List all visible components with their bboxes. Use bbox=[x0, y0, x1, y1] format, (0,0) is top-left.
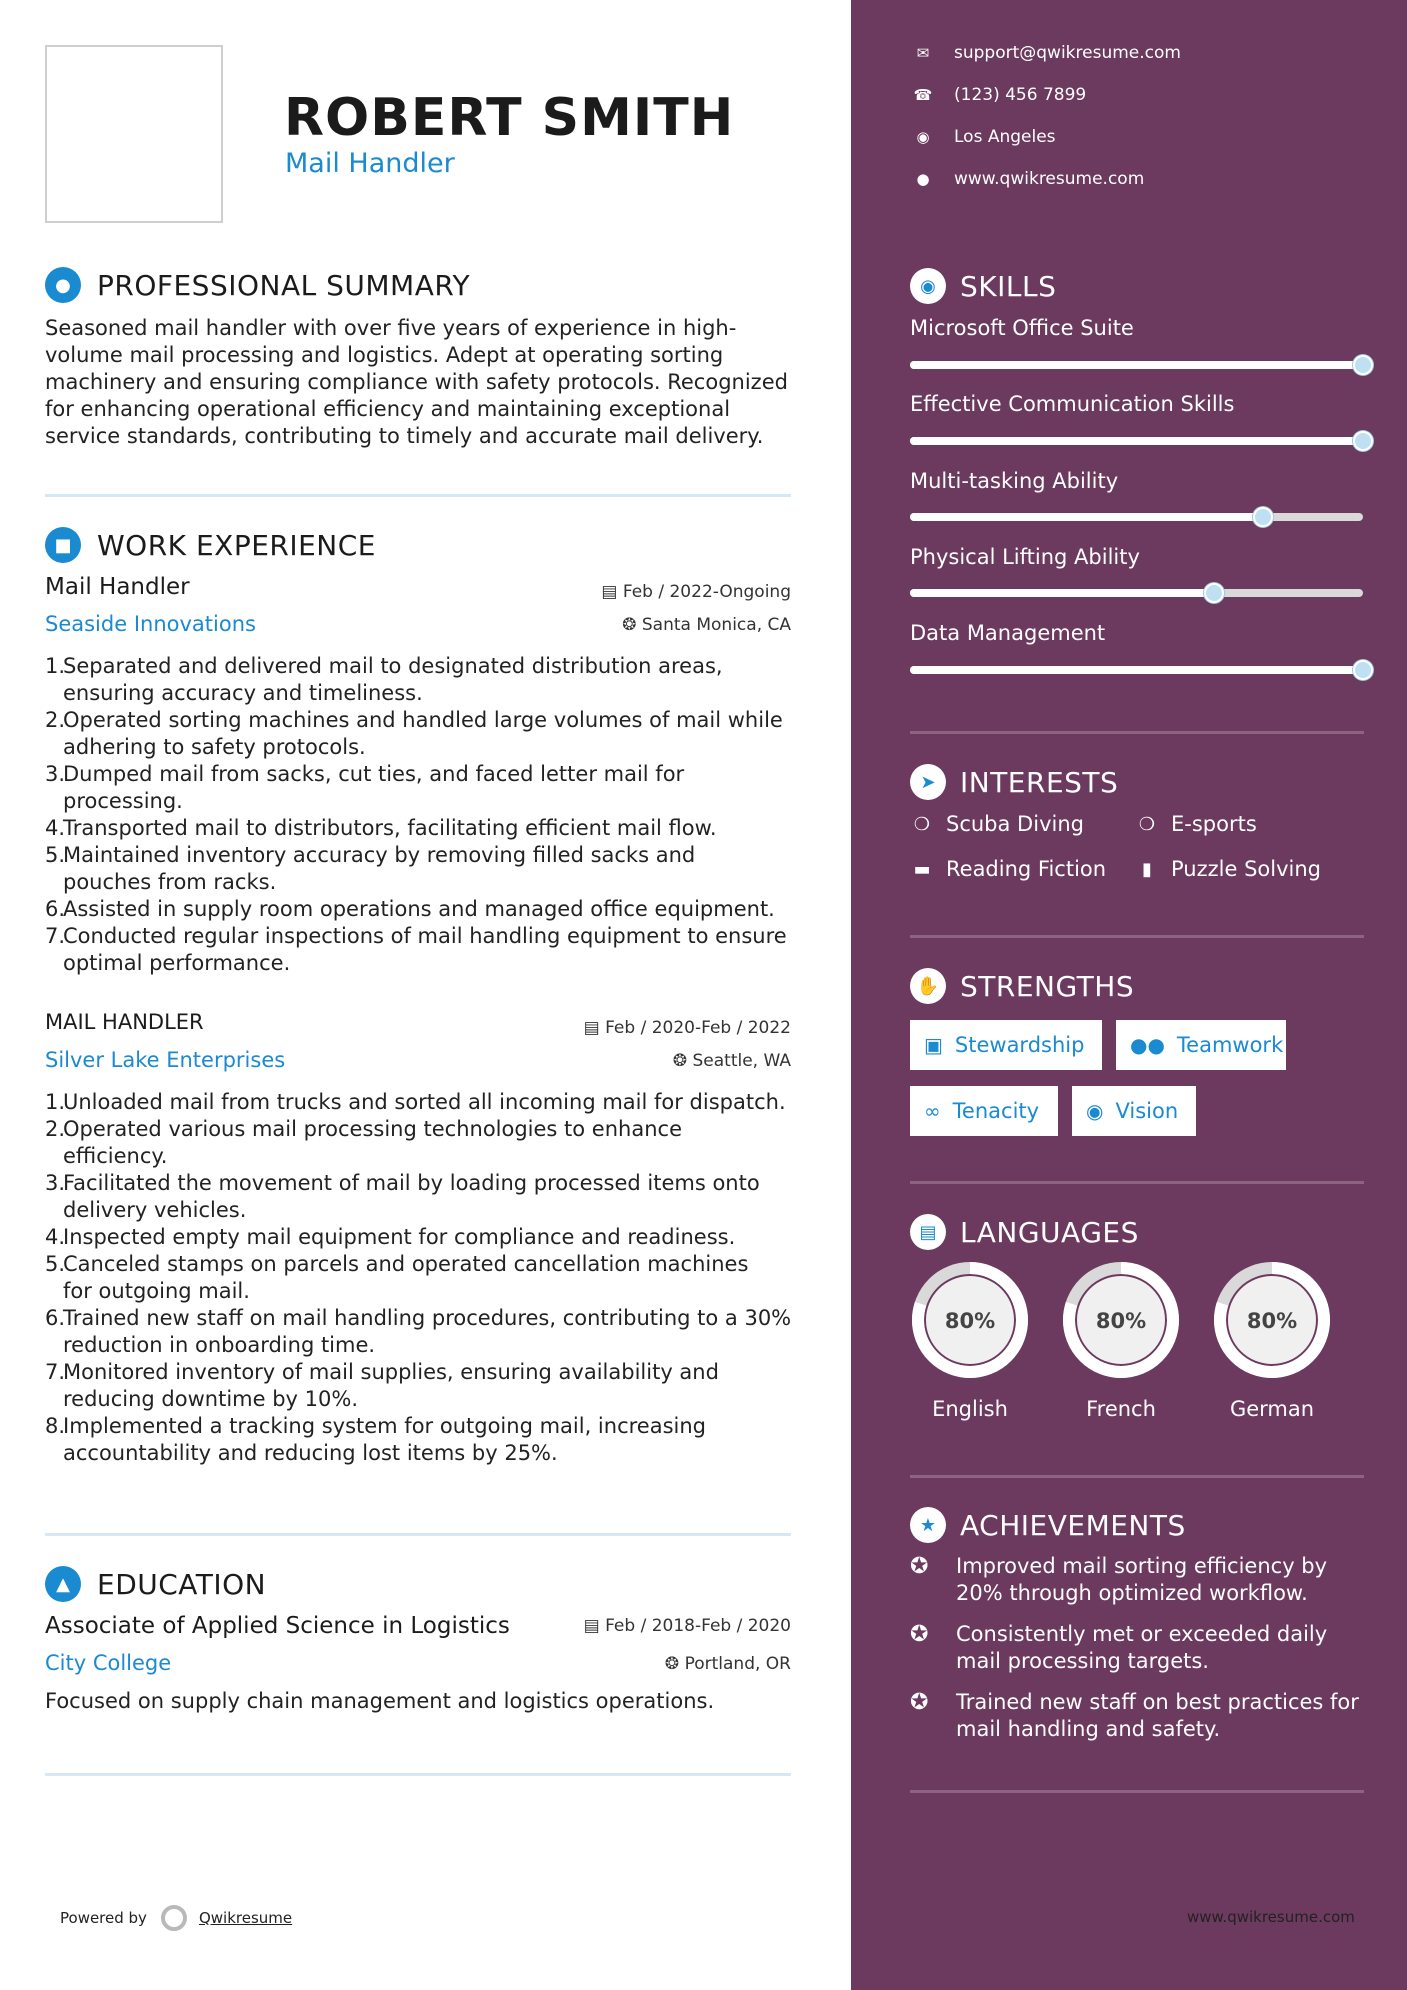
link-icon: ∞ bbox=[924, 1099, 941, 1123]
star-icon: ✪ bbox=[910, 1690, 929, 1715]
education-title: EDUCATION bbox=[97, 1567, 267, 1601]
achievement-text bbox=[956, 1553, 1327, 1607]
summary-heading bbox=[45, 267, 470, 303]
job-date-text: Feb / 2022-Ongoing bbox=[622, 582, 791, 602]
item-line: optimal performance. bbox=[63, 951, 291, 975]
item-number: 4. bbox=[45, 1225, 66, 1249]
strengths-heading bbox=[910, 968, 1134, 1004]
brand-link[interactable]: Qwikresume bbox=[198, 1909, 293, 1927]
language-icon: ▤ bbox=[910, 1214, 946, 1250]
skills-heading bbox=[910, 268, 1056, 304]
item-line: Separated and delivered mail to designated distribution areas, bbox=[63, 654, 723, 678]
item-line: Monitored inventory of mail supplies, ensuring availability and bbox=[63, 1360, 719, 1384]
achievement-line: mail processing targets. bbox=[956, 1649, 1209, 1673]
item-text bbox=[63, 1413, 706, 1467]
summary-line: volume mail processing and logistics. Adept at operating sorting bbox=[45, 343, 724, 367]
star-icon: ✪ bbox=[910, 1622, 929, 1647]
achievement-item bbox=[910, 1553, 1370, 1607]
item-number: 4. bbox=[45, 816, 66, 840]
globe-icon: ● bbox=[916, 170, 930, 188]
skill-bar-knob bbox=[1353, 660, 1373, 680]
item-line: Maintained inventory accuracy by removing filled sacks and bbox=[63, 843, 696, 867]
divider bbox=[910, 1475, 1364, 1478]
item-text bbox=[63, 761, 684, 815]
life-ring-icon: ❍ bbox=[1138, 813, 1156, 835]
item-line: reducing downtime by 10%. bbox=[63, 1387, 358, 1411]
summary-line: service standards, contributing to timely and accurate mail delivery. bbox=[45, 424, 764, 448]
language-name: English bbox=[932, 1397, 1008, 1421]
pin-icon: ❂ bbox=[622, 615, 642, 635]
achievement-line: mail handling and safety. bbox=[956, 1717, 1221, 1741]
item-text bbox=[63, 653, 723, 707]
achievements-heading bbox=[910, 1507, 1186, 1543]
list-item bbox=[45, 1170, 795, 1224]
list-item bbox=[45, 1116, 795, 1170]
job-location bbox=[673, 1051, 791, 1071]
item-line: adhering to safety protocols. bbox=[63, 735, 366, 759]
list-item bbox=[45, 1089, 795, 1116]
job-title: Mail Handler bbox=[45, 574, 190, 600]
profile-photo-placeholder bbox=[45, 45, 223, 223]
experience-title: WORK EXPERIENCE bbox=[97, 528, 376, 562]
achievement-line: Improved mail sorting efficiency by bbox=[956, 1554, 1328, 1578]
gamepad-icon: ▬ bbox=[913, 858, 931, 880]
paper-plane-icon: ➤ bbox=[910, 764, 946, 800]
skill-name: Effective Communication Skills bbox=[910, 392, 1235, 416]
list-item bbox=[45, 1305, 795, 1359]
job-date bbox=[584, 1018, 791, 1038]
item-number: 6. bbox=[45, 897, 66, 921]
list-item bbox=[45, 1251, 795, 1305]
item-number: 2. bbox=[45, 708, 66, 732]
item-text bbox=[63, 1170, 760, 1224]
item-number: 7. bbox=[45, 1360, 66, 1384]
education-description: Focused on supply chain management and logistics operations. bbox=[45, 1689, 715, 1713]
language-name: German bbox=[1229, 1397, 1315, 1421]
summary-line: machinery and ensuring compliance with safety protocols. Recognized bbox=[45, 370, 788, 394]
skill-bar-fill bbox=[910, 361, 1363, 369]
education-date-text: Feb / 2018-Feb / 2020 bbox=[605, 1616, 791, 1636]
summary-text bbox=[45, 315, 795, 450]
divider bbox=[910, 1181, 1364, 1184]
divider bbox=[45, 494, 791, 497]
item-line: efficiency. bbox=[63, 1144, 168, 1168]
interest-label: Scuba Diving bbox=[946, 812, 1084, 836]
divider bbox=[45, 1533, 791, 1536]
contact-phone[interactable] bbox=[910, 85, 1086, 105]
list-item bbox=[45, 896, 795, 923]
life-ring-icon: ❍ bbox=[913, 813, 931, 835]
calendar-icon: ▤ bbox=[583, 1616, 606, 1636]
skill-bar-knob bbox=[1353, 355, 1373, 375]
pin-icon: ❂ bbox=[664, 1654, 685, 1674]
school-name: City College bbox=[45, 1651, 172, 1675]
list-item bbox=[45, 1413, 795, 1467]
item-line: Operated sorting machines and handled large volumes of mail while bbox=[63, 708, 783, 732]
list-item bbox=[45, 653, 795, 707]
job-title: MAIL HANDLER bbox=[45, 1010, 204, 1034]
qwikresume-logo-icon bbox=[161, 1905, 187, 1931]
powered-by-label: Powered by bbox=[60, 1909, 147, 1927]
item-line: Inspected empty mail equipment for compliance and readiness. bbox=[63, 1225, 736, 1249]
strength-label: Teamwork bbox=[1176, 1033, 1284, 1057]
interest-item bbox=[1135, 812, 1257, 836]
item-text bbox=[63, 707, 783, 761]
achievement-line: Consistently met or exceeded daily bbox=[956, 1622, 1328, 1646]
strength-label: Vision bbox=[1115, 1099, 1179, 1123]
item-line: accountability and reducing lost items by 25%. bbox=[63, 1441, 558, 1465]
achievement-text bbox=[956, 1621, 1327, 1675]
item-line: Unloaded mail from trucks and sorted all incoming mail for dispatch. bbox=[63, 1090, 786, 1114]
achievement-item bbox=[910, 1689, 1370, 1743]
item-line: Trained new staff on mail handling procedures, contributing to a 30% bbox=[63, 1306, 792, 1330]
contact-email[interactable] bbox=[910, 43, 1181, 63]
achievement-item bbox=[910, 1621, 1370, 1675]
item-line: Operated various mail processing technologies to enhance bbox=[63, 1117, 682, 1141]
skill-bar-fill bbox=[910, 589, 1214, 597]
education-location-text: Portland, OR bbox=[684, 1654, 791, 1674]
item-number: 7. bbox=[45, 924, 66, 948]
list-item bbox=[45, 923, 795, 977]
skill-bar bbox=[910, 361, 1363, 369]
education-heading bbox=[45, 1566, 266, 1602]
divider bbox=[45, 1773, 791, 1776]
skill-bar bbox=[910, 513, 1363, 521]
map-pin-icon: ◉ bbox=[916, 128, 930, 146]
achievement-line: Trained new staff on best practices for bbox=[956, 1690, 1359, 1714]
item-line: pouches from racks. bbox=[63, 870, 277, 894]
candidate-role: Mail Handler bbox=[285, 148, 455, 179]
job-date bbox=[601, 582, 791, 602]
item-text bbox=[63, 1359, 719, 1413]
strength-chip bbox=[1072, 1086, 1196, 1136]
language-name: French bbox=[1086, 1397, 1156, 1421]
item-line: Conducted regular inspections of mail handling equipment to ensure bbox=[63, 924, 787, 948]
hand-fist-icon: ✋ bbox=[910, 968, 946, 1004]
user-icon: ● bbox=[45, 267, 81, 303]
language-ring bbox=[909, 1259, 1031, 1381]
language-percent: 80% bbox=[1246, 1309, 1298, 1333]
skill-bar bbox=[910, 666, 1363, 674]
interest-label: Puzzle Solving bbox=[1171, 857, 1321, 881]
item-line: Implemented a tracking system for outgoing mail, increasing bbox=[63, 1414, 706, 1438]
job-company: Seaside Innovations bbox=[45, 612, 256, 636]
divider bbox=[910, 935, 1364, 938]
item-number: 5. bbox=[45, 1252, 66, 1276]
interest-item bbox=[910, 857, 1106, 881]
job-date-text: Feb / 2020-Feb / 2022 bbox=[605, 1018, 791, 1038]
languages-heading bbox=[910, 1214, 1139, 1250]
item-text bbox=[63, 1116, 682, 1170]
contact-website[interactable] bbox=[910, 169, 1144, 189]
users-icon: ●● bbox=[1130, 1033, 1165, 1057]
language-ring bbox=[1060, 1259, 1182, 1381]
interest-label: Reading Fiction bbox=[946, 857, 1107, 881]
strengths-title: STRENGTHS bbox=[960, 969, 1135, 1003]
degree-title: Associate of Applied Science in Logistics bbox=[45, 1613, 510, 1639]
skill-name: Physical Lifting Ability bbox=[910, 545, 1140, 569]
contact-phone-text: (123) 456 7899 bbox=[954, 85, 1087, 105]
item-text bbox=[63, 842, 695, 896]
contact-email-text: support@qwikresume.com bbox=[954, 43, 1181, 63]
contact-website-text: www.qwikresume.com bbox=[954, 169, 1145, 189]
experience-heading bbox=[45, 527, 376, 563]
binoculars-icon: ◉ bbox=[1086, 1099, 1104, 1123]
item-number: 2. bbox=[45, 1117, 66, 1141]
interest-item bbox=[910, 812, 1084, 836]
education-location bbox=[665, 1654, 791, 1674]
education-date bbox=[584, 1616, 791, 1636]
job-company: Silver Lake Enterprises bbox=[45, 1048, 286, 1072]
graduation-cap-icon: ▲ bbox=[45, 1566, 81, 1602]
item-line: Transported mail to distributors, facilitating efficient mail flow. bbox=[63, 816, 717, 840]
item-number: 8. bbox=[45, 1414, 66, 1438]
divider bbox=[910, 1790, 1364, 1793]
language-ring bbox=[1211, 1259, 1333, 1381]
pin-icon: ❂ bbox=[672, 1051, 693, 1071]
skill-bar-fill bbox=[910, 513, 1263, 521]
strength-chip bbox=[910, 1020, 1102, 1070]
list-item bbox=[45, 707, 795, 761]
lightbulb-icon: ◉ bbox=[910, 268, 946, 304]
skill-bar bbox=[910, 437, 1363, 445]
languages-title: LANGUAGES bbox=[960, 1215, 1139, 1249]
item-line: processing. bbox=[63, 789, 183, 813]
divider bbox=[910, 731, 1364, 734]
item-line: reduction in onboarding time. bbox=[63, 1333, 376, 1357]
item-number: 3. bbox=[45, 762, 66, 786]
item-number: 3. bbox=[45, 1171, 66, 1195]
summary-title: PROFESSIONAL SUMMARY bbox=[97, 268, 471, 302]
skill-name: Microsoft Office Suite bbox=[910, 316, 1134, 340]
list-item bbox=[45, 842, 795, 896]
item-line: Dumped mail from sacks, cut ties, and faced letter mail for bbox=[63, 762, 685, 786]
interest-label: E-sports bbox=[1171, 812, 1257, 836]
summary-line: Seasoned mail handler with over five years of experience in high- bbox=[45, 316, 737, 340]
candidate-name: ROBERT SMITH bbox=[284, 88, 735, 148]
item-line: Assisted in supply room operations and managed office equipment. bbox=[63, 897, 775, 921]
briefcase-icon: ■ bbox=[45, 527, 81, 563]
job-duties-list bbox=[45, 1089, 795, 1467]
achievement-text bbox=[956, 1689, 1359, 1743]
achievements-title: ACHIEVEMENTS bbox=[960, 1508, 1186, 1542]
contact-location bbox=[910, 127, 1056, 147]
item-line: for outgoing mail. bbox=[63, 1279, 250, 1303]
item-line: Facilitated the movement of mail by loading processed items onto bbox=[63, 1171, 760, 1195]
achievement-line: 20% through optimized workflow. bbox=[956, 1581, 1308, 1605]
skill-name: Data Management bbox=[910, 621, 1106, 645]
item-text bbox=[63, 1305, 791, 1359]
summary-line: for enhancing operational efficiency and maintaining exceptional bbox=[45, 397, 731, 421]
list-item bbox=[45, 761, 795, 815]
star-icon: ✪ bbox=[910, 1554, 929, 1579]
job-location-text: Seattle, WA bbox=[692, 1051, 791, 1071]
calendar-icon: ▤ bbox=[583, 1018, 606, 1038]
item-line: ensuring accuracy and timeliness. bbox=[63, 681, 423, 705]
item-line: Canceled stamps on parcels and operated cancellation machines bbox=[63, 1252, 749, 1276]
envelope-icon: ✉ bbox=[916, 44, 930, 62]
skill-bar-fill bbox=[910, 666, 1363, 674]
skills-title: SKILLS bbox=[960, 269, 1057, 303]
contact-location-text: Los Angeles bbox=[954, 127, 1056, 147]
skill-bar bbox=[910, 589, 1363, 597]
job-location-text: Santa Monica, CA bbox=[641, 615, 791, 635]
strength-label: Tenacity bbox=[952, 1099, 1040, 1123]
language-percent: 80% bbox=[944, 1309, 996, 1333]
skill-bar-fill bbox=[910, 437, 1363, 445]
item-text bbox=[63, 1251, 748, 1305]
strength-label: Stewardship bbox=[954, 1033, 1085, 1057]
job-location bbox=[622, 615, 791, 635]
item-number: 1. bbox=[45, 654, 66, 678]
job-duties-list bbox=[45, 653, 795, 977]
list-item bbox=[45, 1359, 795, 1413]
list-item bbox=[45, 815, 795, 842]
skill-bar-knob bbox=[1204, 583, 1224, 603]
language-percent: 80% bbox=[1095, 1309, 1147, 1333]
briefcase-icon: ▣ bbox=[924, 1033, 943, 1057]
skill-name: Multi-tasking Ability bbox=[910, 469, 1119, 493]
powered-by bbox=[60, 1905, 292, 1931]
interests-heading bbox=[910, 764, 1118, 800]
star-badge-icon: ★ bbox=[910, 1507, 946, 1543]
list-item bbox=[45, 1224, 795, 1251]
strength-chip bbox=[910, 1086, 1058, 1136]
item-number: 6. bbox=[45, 1306, 66, 1330]
book-icon: ▮ bbox=[1142, 858, 1152, 880]
item-number: 5. bbox=[45, 843, 66, 867]
strength-chip bbox=[1116, 1020, 1286, 1070]
interests-title: INTERESTS bbox=[960, 765, 1119, 799]
skill-bar-knob bbox=[1353, 431, 1373, 451]
interest-item bbox=[1135, 857, 1321, 881]
footer-url[interactable]: www.qwikresume.com bbox=[1187, 1908, 1355, 1926]
item-line: delivery vehicles. bbox=[63, 1198, 247, 1222]
item-text bbox=[63, 923, 787, 977]
calendar-icon: ▤ bbox=[601, 582, 623, 602]
item-number: 1. bbox=[45, 1090, 66, 1114]
phone-icon: ☎ bbox=[913, 86, 933, 104]
